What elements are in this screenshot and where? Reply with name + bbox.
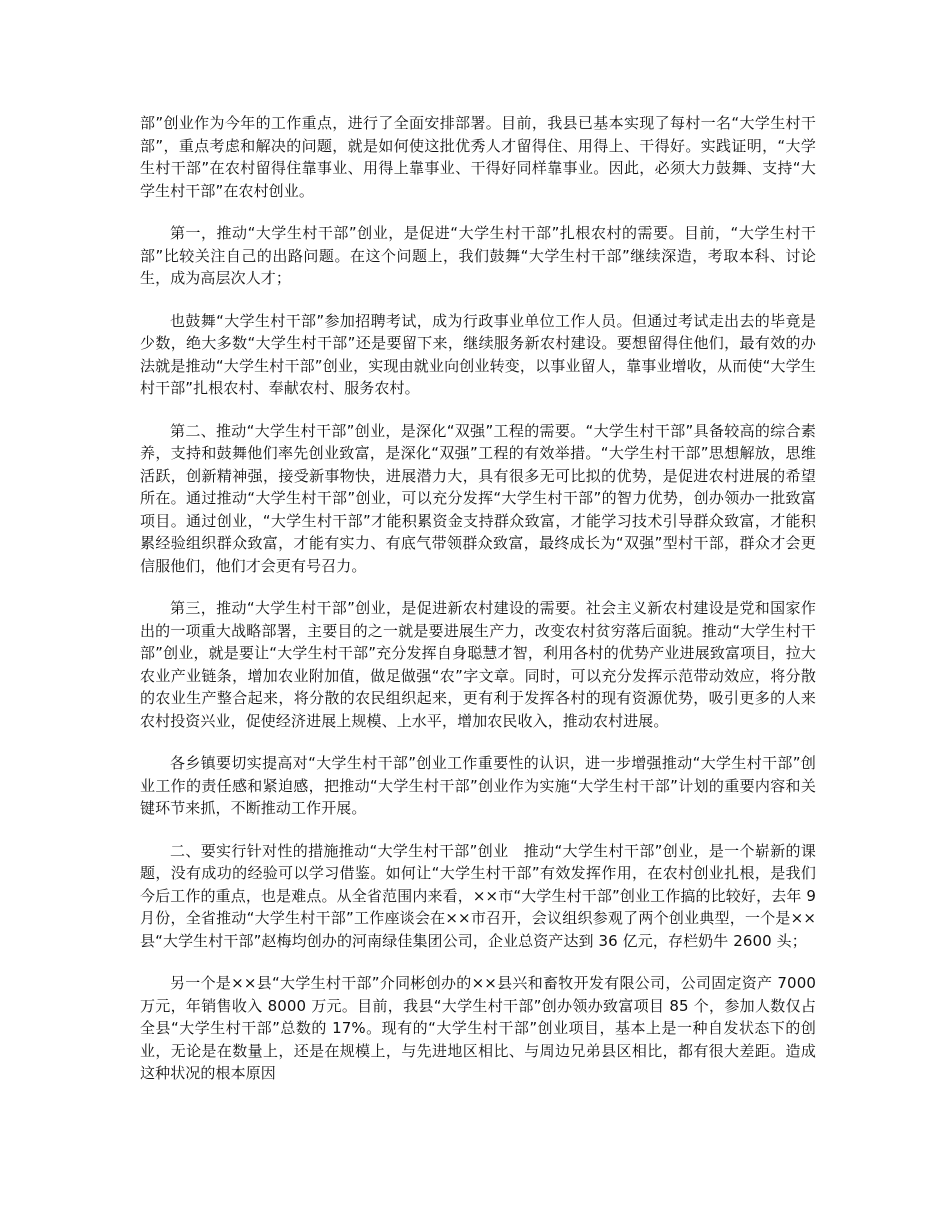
document-body	[140, 112, 816, 1105]
paragraph-2: 第一，推动“大学生村干部”创业，是促进“大学生村干部”扎根农村的需要。目前，“大学生村干部”比较关注自己的出路问题。在这个问题上，我们鼓舞“大学生村干部”继续深造，考取本科、讨论生，成为高层次人才；	[140, 224, 816, 287]
paragraph-4: 第二、推动“大学生村干部”创业，是深化“双强”工程的需要。“大学生村干部”具备较高的综合素养，支持和鼓舞他们率先创业致富，是深化“双强”工程的有效举措。“大学生村干部”思想解放，思维活跃，创新精神强，接受新事物快，进展潜力大，具有很多无可比拟的优势，是促进农村进展的希望所在。通过推动“大学生村干部”创业，可以充分发挥“大学生村干部”的智力优势，创办领办一批致富项目。通过创业，“大学生村干部”才能积累资金支持群众致富，才能学习技术引导群众致富，才能积累经验组织群众致富，才能有实力、有底气带领群众致富，最终成长为“双强”型村干部，群众才会更信服他们，他们才会更有号召力。	[140, 421, 816, 575]
paragraph-7: 二、要实行针对性的措施推动“大学生村干部”创业 推动“大学生村干部”创业，是一个崭新的课题，没有成功的经验可以学习借鉴。如何让“大学生村干部”有效发挥作用，在农村创业扎根，是我们今后工作的重点，也是难点。从全省范围内来看，××市“大学生村干部”创业工作搞的比较好，去年 9 月份，全省推动“大学生村干部”工作座谈会在××市召开，会议组织参观了两个创业典型，一个是××县“大学生村干部”赵梅均创办的河南绿佳集团公司，企业总资产达到 36 亿元，存栏奶牛 2600 头；	[140, 841, 816, 950]
paragraph-5: 第三，推动“大学生村干部”创业，是促进新农村建设的需要。社会主义新农村建设是党和国家作出的一项重大战略部署，主要目的之一就是要进展生产力，改变农村贫穷落后面貌。推动“大学生村干部”创业，就是要让“大学生村干部”充分发挥自身聪慧才智，利用各村的优势产业进展致富项目，拉大农业产业链条，增加农业附加值，做足做强“农”字文章。同时，可以充分发挥示范带动效应，将分散的农业生产整合起来，将分散的农民组织起来，更有利于发挥各村的现有资源优势，吸引更多的人来农村投资兴业，促使经济进展上规模、上水平，增加农民收入，推动农村进展。	[140, 599, 816, 730]
paragraph-8: 另一个是××县“大学生村干部”介同彬创办的××县兴和畜牧开发有限公司，公司固定资产 7000 万元，年销售收入 8000 万元。目前，我县“大学生村干部”创办领办致富项目 85 个，参加人数仅占全县“大学生村干部”总数的 17%。现有的“大学生村干部”创业项目，基本上是一种自发状态下的创业，无论是在数量上，还是在规模上，与先进地区相比、与周边兄弟县区相比，都有很大差距。造成这种状况的根本原因	[140, 974, 816, 1082]
paragraph-3: 也鼓舞“大学生村干部”参加招聘考试，成为行政事业单位工作人员。但通过考试走出去的毕竟是少数，绝大多数“大学生村干部”还是要留下来，继续服务新农村建设。要想留得住他们，最有效的办法就是推动“大学生村干部”创业，实现由就业向创业转变，以事业留人，靠事业增收，从而使“大学生村干部”扎根农村、奉献农村、服务农村。	[140, 311, 816, 397]
paragraph-1: 部”创业作为今年的工作重点，进行了全面安排部署。目前，我县已基本实现了每村一名“大学生村干部”，重点考虑和解决的问题，就是如何使这批优秀人才留得住、用得上、干得好。实践证明，“大学生村干部”在农村留得住靠事业、用得上靠事业、干得好同样靠事业。因此，必须大力鼓舞、支持“大学生村干部”在农村创业。	[140, 114, 816, 200]
paragraph-6: 各乡镇要切实提高对“大学生村干部”创业工作重要性的认识，进一步增强推动“大学生村干部”创业工作的责任感和紧迫感，把推动“大学生村干部”创业作为实施“大学生村干部”计划的重要内容和关键环节来抓，不断推动工作开展。	[140, 754, 816, 817]
